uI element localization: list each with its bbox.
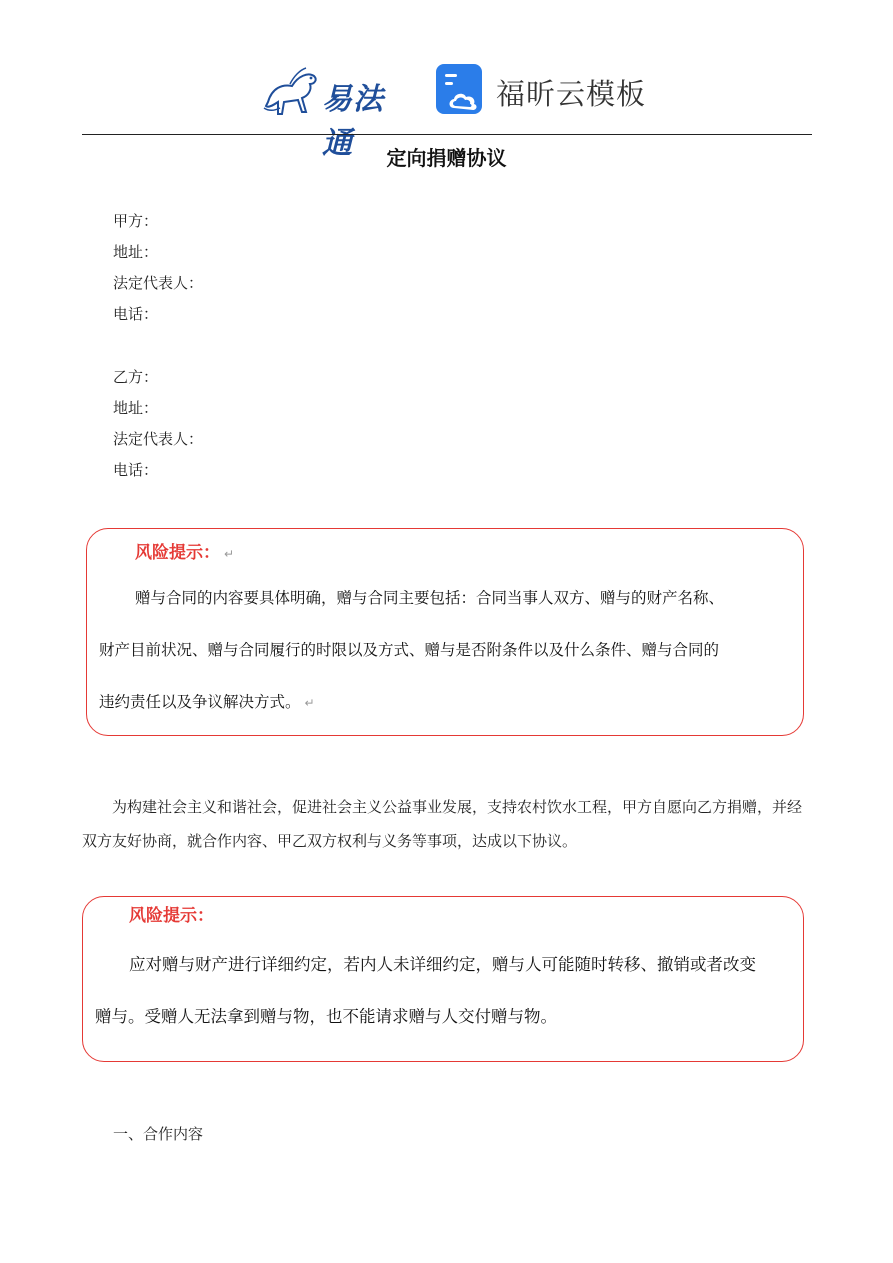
yifatong-logo-text: 易法通: [322, 82, 384, 161]
risk-warning-line: 赠与。受赠人无法拿到赠与物，也不能请求赠与人交付赠与物。: [95, 1007, 557, 1026]
party-a-phone: 电话：: [113, 305, 159, 323]
paragraph-mark: ↵: [304, 696, 315, 710]
risk-warning-box-2: [82, 896, 804, 1062]
party-a-representative: 法定代表人：: [113, 274, 204, 292]
foxit-template-logo-text: 福昕云模板: [496, 77, 647, 111]
risk-warning-line: 赠与合同的内容要具体明确，赠与合同主要包括：合同当事人双方、赠与的财产名称、: [135, 589, 725, 607]
party-b-label: 乙方：: [113, 368, 159, 386]
party-a-block: [113, 206, 203, 330]
qilin-horse-logo-icon: [262, 62, 326, 118]
intro-paragraph: 为构建社会主义和谐社会，促进社会主义公益事业发展，支持农村饮水工程，甲方自愿向乙方捐赠，并经双方友好协商，就合作内容、甲乙双方权利与义务等事项，达成以下协议。: [82, 798, 803, 850]
document-title: 定向捐赠协议: [386, 146, 507, 170]
yifatong-logo: [262, 62, 412, 161]
risk-warning-line: 违约责任以及争议解决方式。: [99, 693, 301, 711]
foxit-template-logo: [436, 64, 646, 118]
party-b-address: 地址：: [113, 399, 159, 417]
party-b-representative: 法定代表人：: [113, 430, 204, 448]
risk-warning-box-1: [86, 528, 804, 736]
risk-warning-title: 风险提示：: [135, 543, 220, 563]
party-b-block: [113, 362, 203, 486]
cloud-document-logo-icon: [436, 64, 486, 116]
paragraph-mark: ↵: [224, 547, 235, 561]
risk-warning-title: 风险提示：: [129, 906, 214, 926]
section-heading: 一、合作内容: [113, 1125, 204, 1143]
header-divider: [82, 134, 812, 135]
risk-warning-line: 财产目前状况、赠与合同履行的时限以及方式、赠与是否附条件以及什么条件、赠与合同的: [99, 641, 720, 659]
party-a-label: 甲方：: [113, 212, 159, 230]
risk-warning-line: 应对赠与财产进行详细约定，若内人未详细约定，赠与人可能随时转移、撤销或者改变: [129, 955, 756, 974]
party-b-phone: 电话：: [113, 461, 159, 479]
party-a-address: 地址：: [113, 243, 159, 261]
